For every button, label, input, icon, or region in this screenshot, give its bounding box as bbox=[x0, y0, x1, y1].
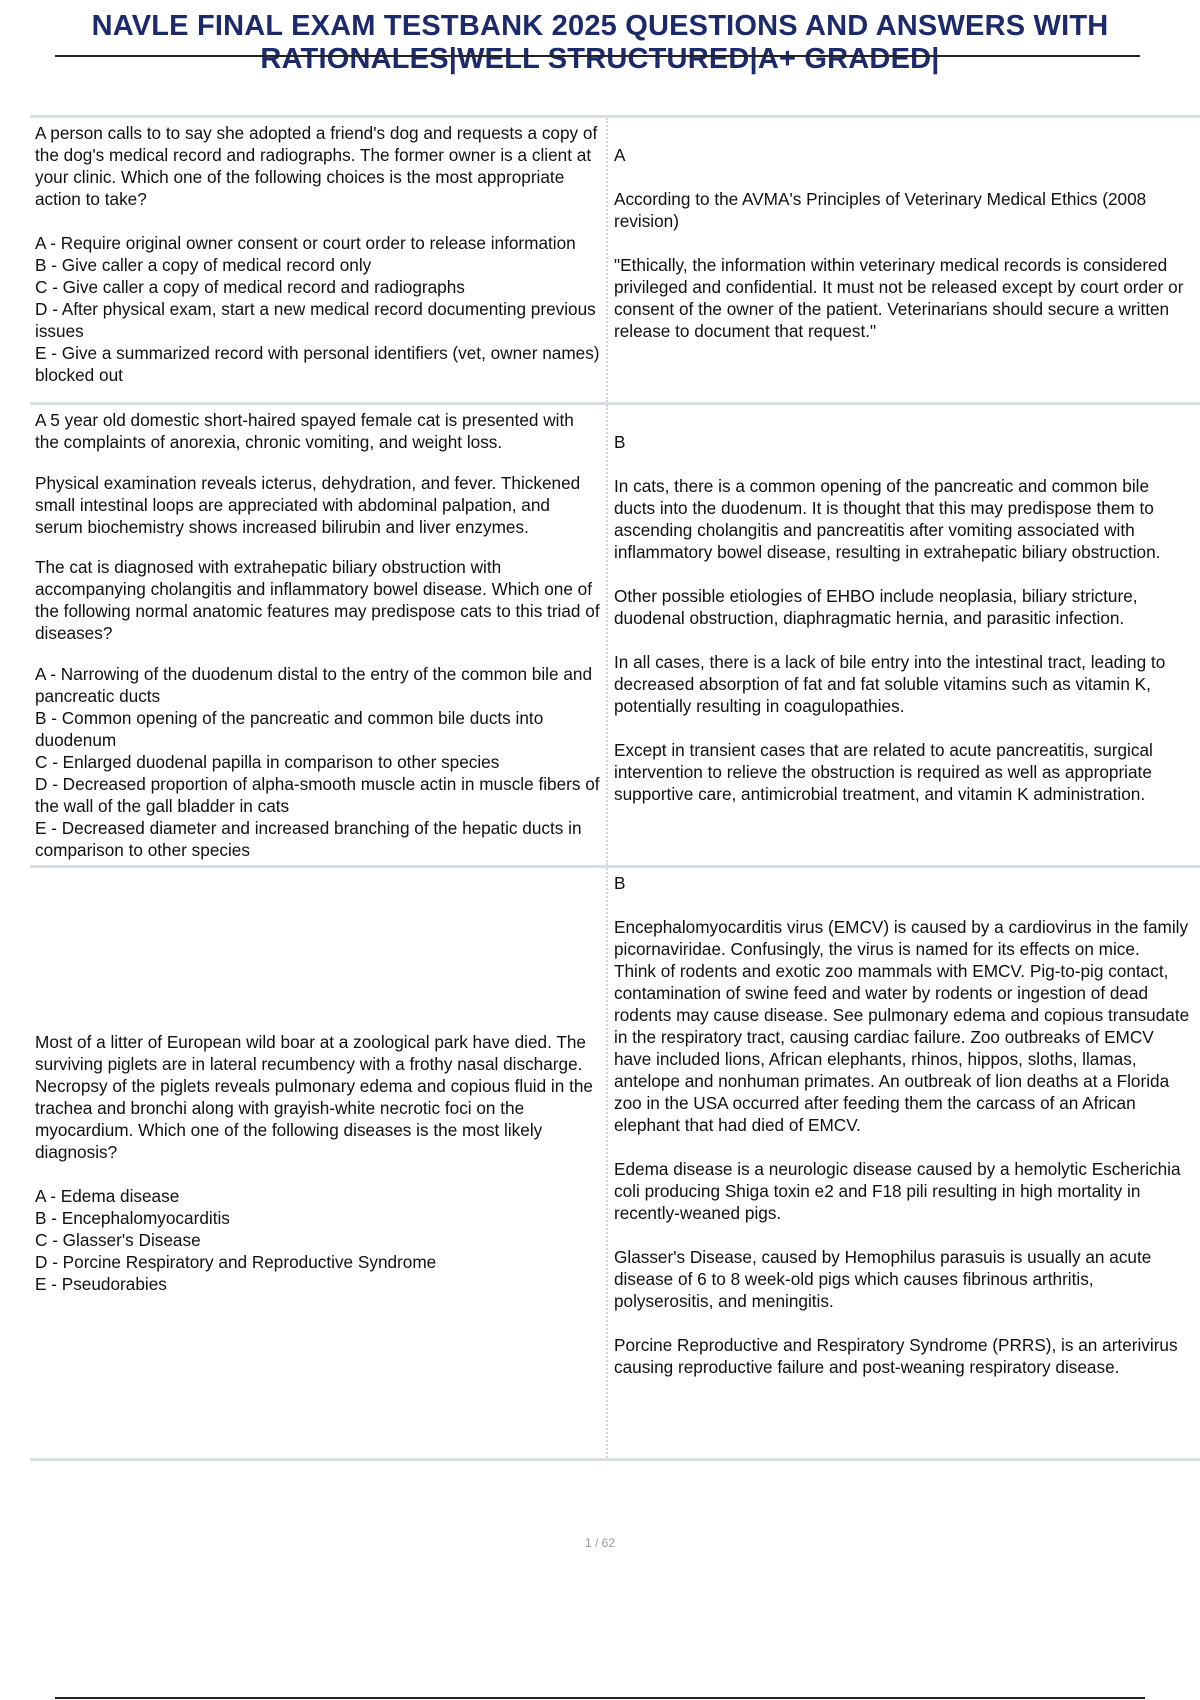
option-c: C - Glasser's Disease bbox=[35, 1230, 201, 1250]
table-row bbox=[30, 115, 1200, 402]
question-stem: A person calls to to say she adopted a friend's dog and requests a copy of the dog's medical record and radiographs. The former owner is a client at your clinic. Which one of the following choices is the most appropriate action to take? bbox=[35, 123, 598, 209]
rationale-paragraph: In all cases, there is a lack of bile entry into the intestinal tract, leading to decreased absorption of fat and fat soluble vitamins such as vitamin K, potentially resulting in coagulopathies. bbox=[614, 652, 1166, 716]
answer-cell bbox=[608, 118, 1200, 402]
option-a: A - Narrowing of the duodenum distal to the entry of the common bile and pancreatic ducts bbox=[35, 664, 592, 707]
option-b: B - Give caller a copy of medical record only bbox=[35, 255, 372, 275]
rationale-paragraph: Porcine Reproductive and Respiratory Syndrome (PRRS), is an arterivirus causing reproductive failure and post-weaning respiratory disease. bbox=[614, 1335, 1178, 1377]
question-stem: A 5 year old domestic short-haired spayed female cat is presented with the complaints of anorexia, chronic vomiting, and weight loss. bbox=[35, 410, 574, 452]
rationale-paragraph: Other possible etiologies of EHBO include neoplasia, biliary stricture, duodenal obstruction, diaphragmatic hernia, and parasitic infection. bbox=[614, 586, 1138, 628]
footer-rule bbox=[55, 1697, 1145, 1699]
question-cell bbox=[30, 868, 608, 1458]
option-a: A - Require original owner consent or court order to release information bbox=[35, 233, 576, 253]
table-row bbox=[30, 865, 1200, 1461]
option-b: B - Common opening of the pancreatic and common bile ducts into duodenum bbox=[35, 708, 544, 751]
option-d: D - Decreased proportion of alpha-smooth muscle actin in muscle fibers of the wall of the gall bladder in cats bbox=[35, 774, 600, 817]
rationale-paragraph: Except in transient cases that are related to acute pancreatitis, surgical intervention to relieve the obstruction is required as well as appropriate supportive care, antimicrobial treatment, and vitamin K administration. bbox=[614, 740, 1153, 804]
answer-cell bbox=[608, 405, 1200, 865]
question-stem: The cat is diagnosed with extrahepatic biliary obstruction with accompanying cholangitis and inflammatory bowel disease. Which one of the following normal anatomic features may predispose cats to this triad of diseases? bbox=[35, 557, 600, 644]
answer-letter: B bbox=[614, 873, 626, 893]
option-e: E - Pseudorabies bbox=[35, 1274, 167, 1294]
option-c: C - Give caller a copy of medical record and radiographs bbox=[35, 277, 465, 297]
option-e: E - Decreased diameter and increased branching of the hepatic ducts in comparison to other species bbox=[35, 818, 582, 861]
answer-letter: B bbox=[614, 432, 626, 452]
rationale-paragraph: According to the AVMA's Principles of Veterinary Medical Ethics (2008 revision) bbox=[614, 189, 1147, 231]
rationale-paragraph: Encephalomyocarditis virus (EMCV) is caused by a cardiovirus in the family picornaviridae. Confusingly, the virus is named for its effects on mice. bbox=[614, 917, 1189, 959]
option-d: D - Porcine Respiratory and Reproductive Syndrome bbox=[35, 1252, 437, 1272]
page-number: 1 / 62 bbox=[584, 1536, 616, 1550]
title-line-1: NAVLE FINAL EXAM TESTBANK 2025 QUESTIONS AND ANSWERS WITH bbox=[91, 10, 1109, 42]
rationale-paragraph: Edema disease is a neurologic disease caused by a hemolytic Escherichia coli producing Shiga toxin e2 and F18 pili resulting in high mortality in recently-weaned pigs. bbox=[614, 1159, 1181, 1223]
option-b: B - Encephalomyocarditis bbox=[35, 1208, 230, 1228]
rationale-paragraph: Think of rodents and exotic zoo mammals with EMCV. Pig-to-pig contact, contamination of swine feed and water by rodents or ingestion of dead rodents may cause disease. See pulmonary edema and copious transudate in the respiratory tract, causing cardiac failure. Zoo outbreaks of EMCV have included lions, African elephants, rhinos, hippos, sloths, llamas, antelope and nonhuman primates. An outbreak of lion deaths at a Florida zoo in the USA occurred after feeding them the carcass of an African elephant that had died of EMCV. bbox=[614, 961, 1190, 1135]
title-line-2: RATIONALES|WELL STRUCTURED|A+ GRADED| bbox=[260, 43, 940, 75]
option-a: A - Edema disease bbox=[35, 1186, 180, 1206]
option-e: E - Give a summarized record with personal identifiers (vet, owner names) blocked out bbox=[35, 343, 600, 385]
question-cell bbox=[30, 405, 608, 865]
rationale-paragraph: Glasser's Disease, caused by Hemophilus parasuis is usually an acute disease of 6 to 8 week-old pigs which causes fibrinous arthritis, polyserositis, and meningitis. bbox=[614, 1247, 1152, 1311]
document-title bbox=[50, 10, 1150, 76]
title-strike-rule bbox=[55, 55, 1140, 57]
option-d: D - After physical exam, start a new medical record documenting previous issues bbox=[35, 299, 596, 341]
option-c: C - Enlarged duodenal papilla in comparison to other species bbox=[35, 752, 500, 773]
rationale-paragraph: "Ethically, the information within veterinary medical records is considered privileged and confidential. It must not be released except by court order or consent of the owner of the patient. Veterinarians should secure a written release to document that request." bbox=[614, 255, 1184, 341]
question-stem: Most of a litter of European wild boar at a zoological park have died. The surviving piglets are in lateral recumbency with a frothy nasal discharge. Necropsy of the piglets reveals pulmonary edema and copious fluid in the trachea and bronchi along with grayish-white necrotic foci on the myocardium. Which one of the following diseases is the most likely diagnosis? bbox=[35, 1032, 593, 1162]
answer-cell bbox=[608, 868, 1200, 1458]
question-stem: Physical examination reveals icterus, dehydration, and fever. Thickened small intestinal loops are appreciated with abdominal palpation, and serum biochemistry shows increased bilirubin and liver enzymes. bbox=[35, 472, 581, 537]
table-row bbox=[30, 402, 1200, 865]
question-cell bbox=[30, 118, 608, 402]
rationale-paragraph: In cats, there is a common opening of the pancreatic and common bile ducts into the duodenum. It is thought that this may predispose them to ascending cholangitis and pancreatitis after vomiting associated with inflammatory bowel disease, resulting in extrahepatic biliary obstruction. bbox=[614, 476, 1161, 562]
qa-table bbox=[30, 115, 1200, 1461]
answer-letter: A bbox=[614, 145, 626, 165]
